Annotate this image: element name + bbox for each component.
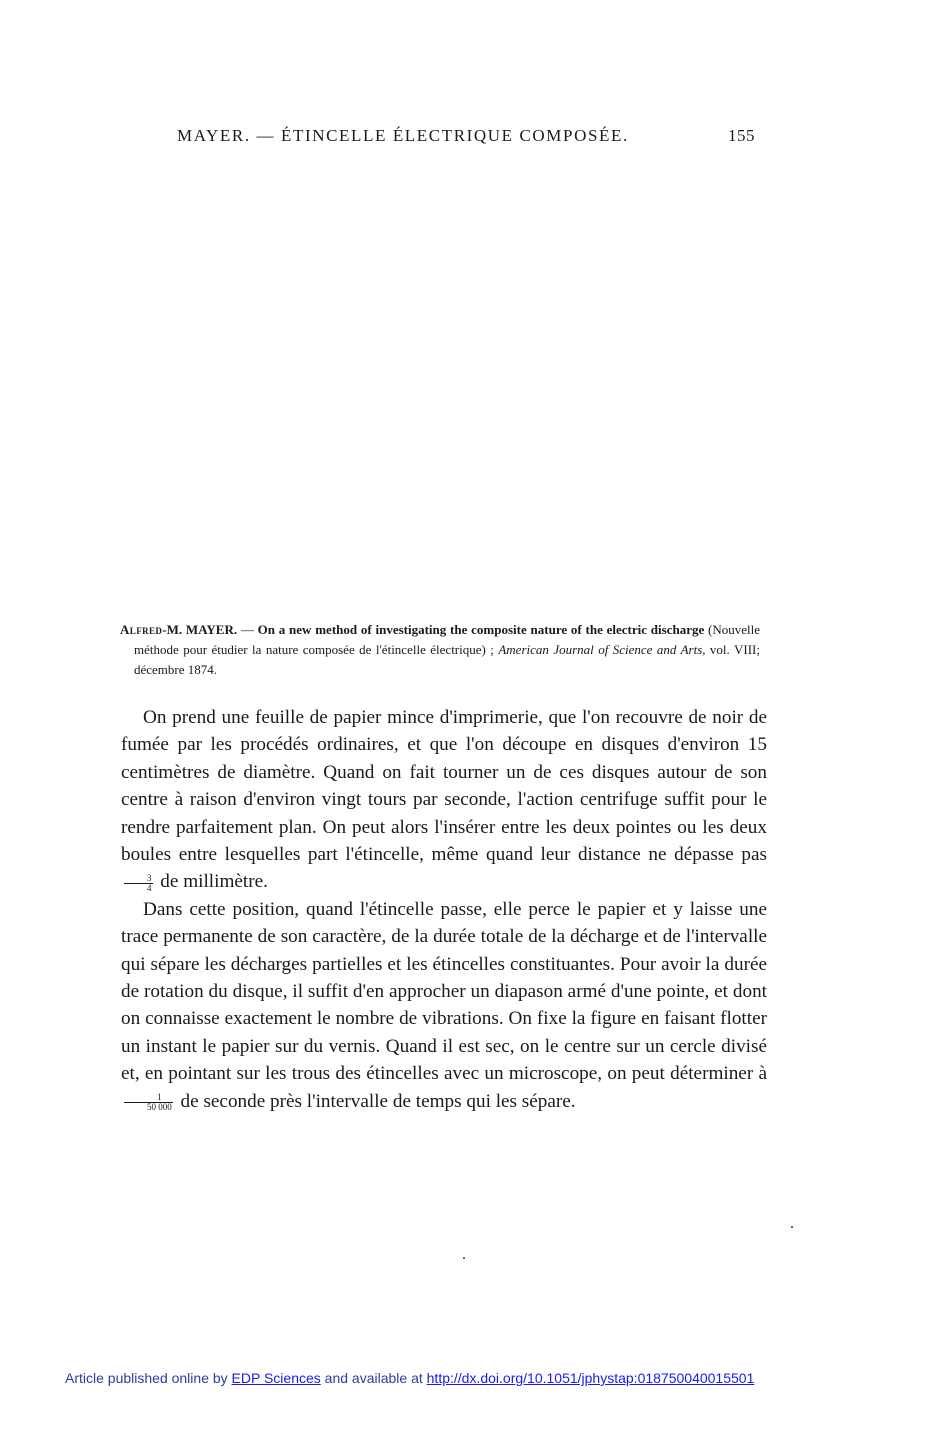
reference-paragraph [120, 620, 760, 680]
footer-prefix: Article published online by [65, 1370, 232, 1386]
journal-name: American Journal of Science and Arts, [498, 642, 706, 657]
fraction-three-quarters: $\frac{3}{4}$ [124, 874, 153, 893]
author-first-name: Alfred [120, 622, 163, 637]
doi-link[interactable]: http://dx.doi.org/10.1051/jphystap:018750040015501 [426, 1370, 755, 1386]
body-paragraph-1: On prend une feuille de papier mince d'imprimerie, que l'on recouvre de noir de fumée par les procédés ordinaires, et que l'on découpe en disques d'environ 15 centimètres de diamètre. Quand on fait tourner un de ces disques autour de son centre à raison d'environ vingt tours par seconde, l'action centrifuge suffit pour le rendre parfaitement plan. On peut alors l'insérer entre les deux pointes ou les deux boules entre lesquelles part l'étincelle, même quand leur distance ne dépasse pas $\frac{3}{4}$ de millimètre. [121, 707, 767, 893]
body-paragraph-2: Dans cette position, quand l'étincelle passe, elle perce le papier et y laisse une trace permanente de son caractère, de la durée totale de la décharge et de l'intervalle qui sépare les décharges partielles et les étincelles constituantes. Pour avoir la durée de rotation du disque, il suffit d'en approcher un diapason armé d'une pointe, et dont on connaisse exactement le nombre de vibrations. On fixe la figure en faisant flotter un instant le papier sur du vernis. Quand il est sec, on le centre sur un cercle divisé et, en pointant sur les trous des étincelles avec un microscope, on peut déterminer à $\frac{1}{50 000}$ de seconde près l'intervalle de temps qui les sépare. [121, 898, 767, 1112]
journal-details: vol. VIII; décembre 1874. [134, 642, 760, 677]
footer-middle: and available at [320, 1370, 427, 1386]
print-speck [463, 1257, 465, 1259]
page-number: 155 [728, 126, 755, 145]
publication-footer [65, 1370, 825, 1386]
publisher-link[interactable]: EDP Sciences [231, 1370, 321, 1386]
reference-dash: — [237, 622, 258, 637]
bibliographic-reference [120, 620, 760, 680]
article-body [121, 704, 767, 1115]
running-title: MAYER. — ÉTINCELLE ÉLECTRIQUE COMPOSÉE. [177, 126, 629, 145]
running-header [177, 126, 755, 148]
print-speck [791, 1226, 793, 1228]
article-title-french: (Nouvelle méthode pour étudier la nature composée de l'étincelle électrique) ; [134, 622, 761, 657]
author-last-name: -M. MAYER. [162, 622, 238, 637]
fraction-one-fifty-thousandth: $\frac{1}{50 000}$ [124, 1093, 173, 1112]
article-title-english: On a new method of investigating the composite nature of the electric discharge [257, 622, 705, 637]
